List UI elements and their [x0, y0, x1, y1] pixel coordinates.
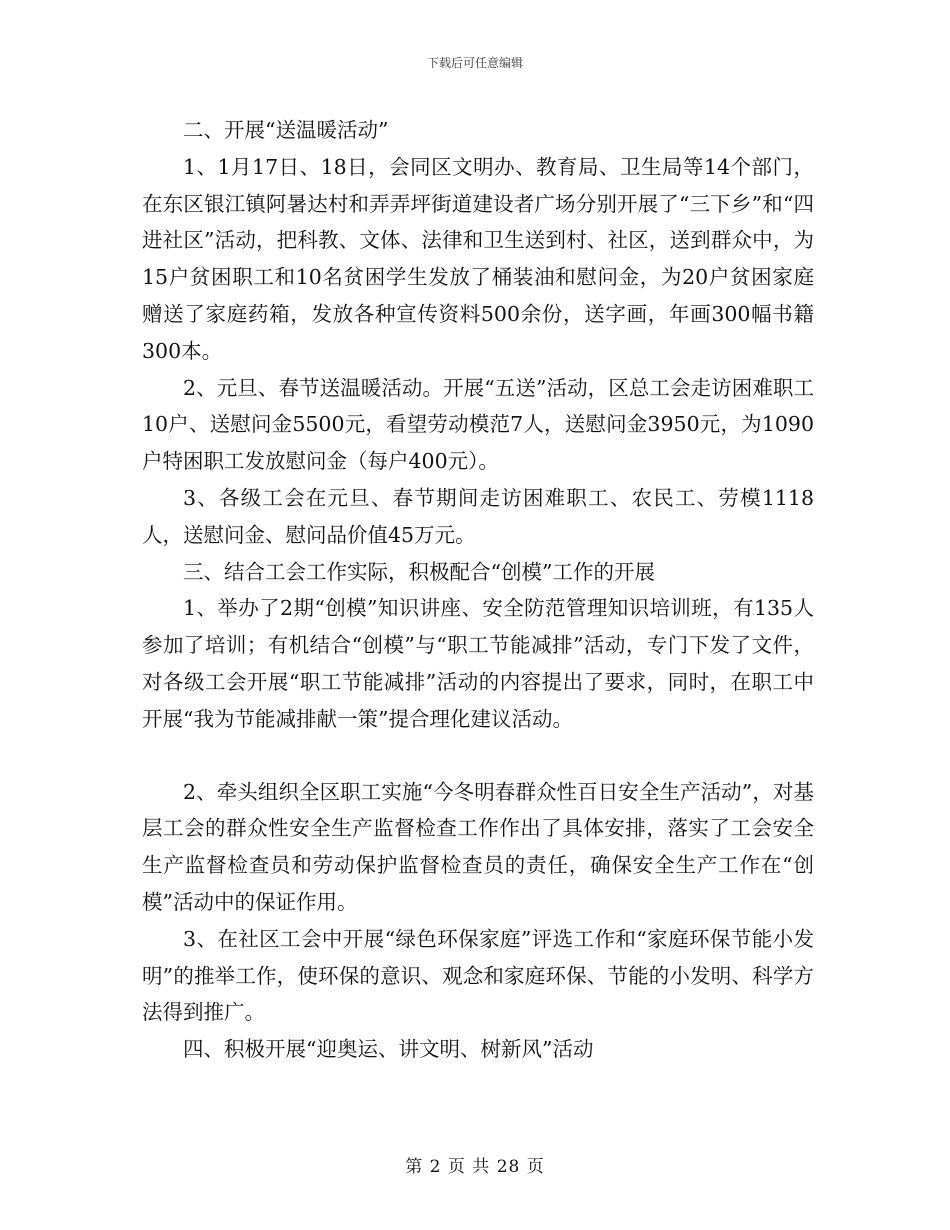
- section-heading-4: 四、积极开展“迎奥运、讲文明、树新风”活动: [183, 1037, 594, 1062]
- section-heading-3: 三、结合工会工作实际，积极配合“创模”工作的开展: [183, 559, 655, 584]
- paragraph: 3、在社区工会中开展“绿色环保家庭”评选工作和“家庭环保节能小发明”的推举工作，使环保的意识、观念和家庭环保、节能的小发明、科学方法得到推广。: [142, 926, 814, 1025]
- paragraph: 1、举办了2期“创模”知识讲座、安全防范管理知识培训班，有135人参加了培训；有机结合“创模”与“职工节能减排”活动，专门下发了文件，对各级工会开展“职工节能减排”活动的内容提出了要求，同时，在职工中开展“我为节能减排献一策”提合理化建议活动。: [142, 596, 814, 731]
- paragraph-gap: [142, 738, 814, 774]
- paragraph: 3、各级工会在元旦、春节期间走访困难职工、农民工、劳模1118人，送慰问金、慰问品价值45万元。: [142, 485, 814, 547]
- paragraph: 1、1月17日、18日，会同区文明办、教育局、卫生局等14个部门，在东区银江镇阿暑达村和弄弄坪街道建设者广场分别开展了“三下乡”和“四进社区”活动，把科教、文体、法律和卫生送到村、社区，送到群众中，为15户贫困职工和10名贫困学生发放了桶装油和慰问金，为20户贫困家庭赠送了家庭药箱，发放各种宣传资料500余份，送字画，年画300幅书籍300本。: [142, 154, 814, 363]
- document-body: [142, 112, 814, 1068]
- paragraph: 2、牵头组织全区职工实施“今冬明春群众性百日安全生产活动”，对基层工会的群众性安全生产监督检查工作作出了具体安排，落实了工会安全生产监督检查员和劳动保护监督检查员的责任，确保安全生产工作在“创模”活动中的保证作用。: [142, 779, 814, 914]
- paragraph: 2、元旦、春节送温暖活动。开展“五送”活动，区总工会走访困难职工10户、送慰问金5500元，看望劳动模范7人，送慰问金3950元，为1090户特困职工发放慰问金（每户400元）。: [142, 375, 814, 474]
- section-heading-2: 二、开展“送温暖活动”: [183, 118, 389, 142]
- page-header: 下载后可任意编辑: [426, 56, 523, 70]
- page-footer: 第 2 页 共 28 页: [405, 1157, 545, 1177]
